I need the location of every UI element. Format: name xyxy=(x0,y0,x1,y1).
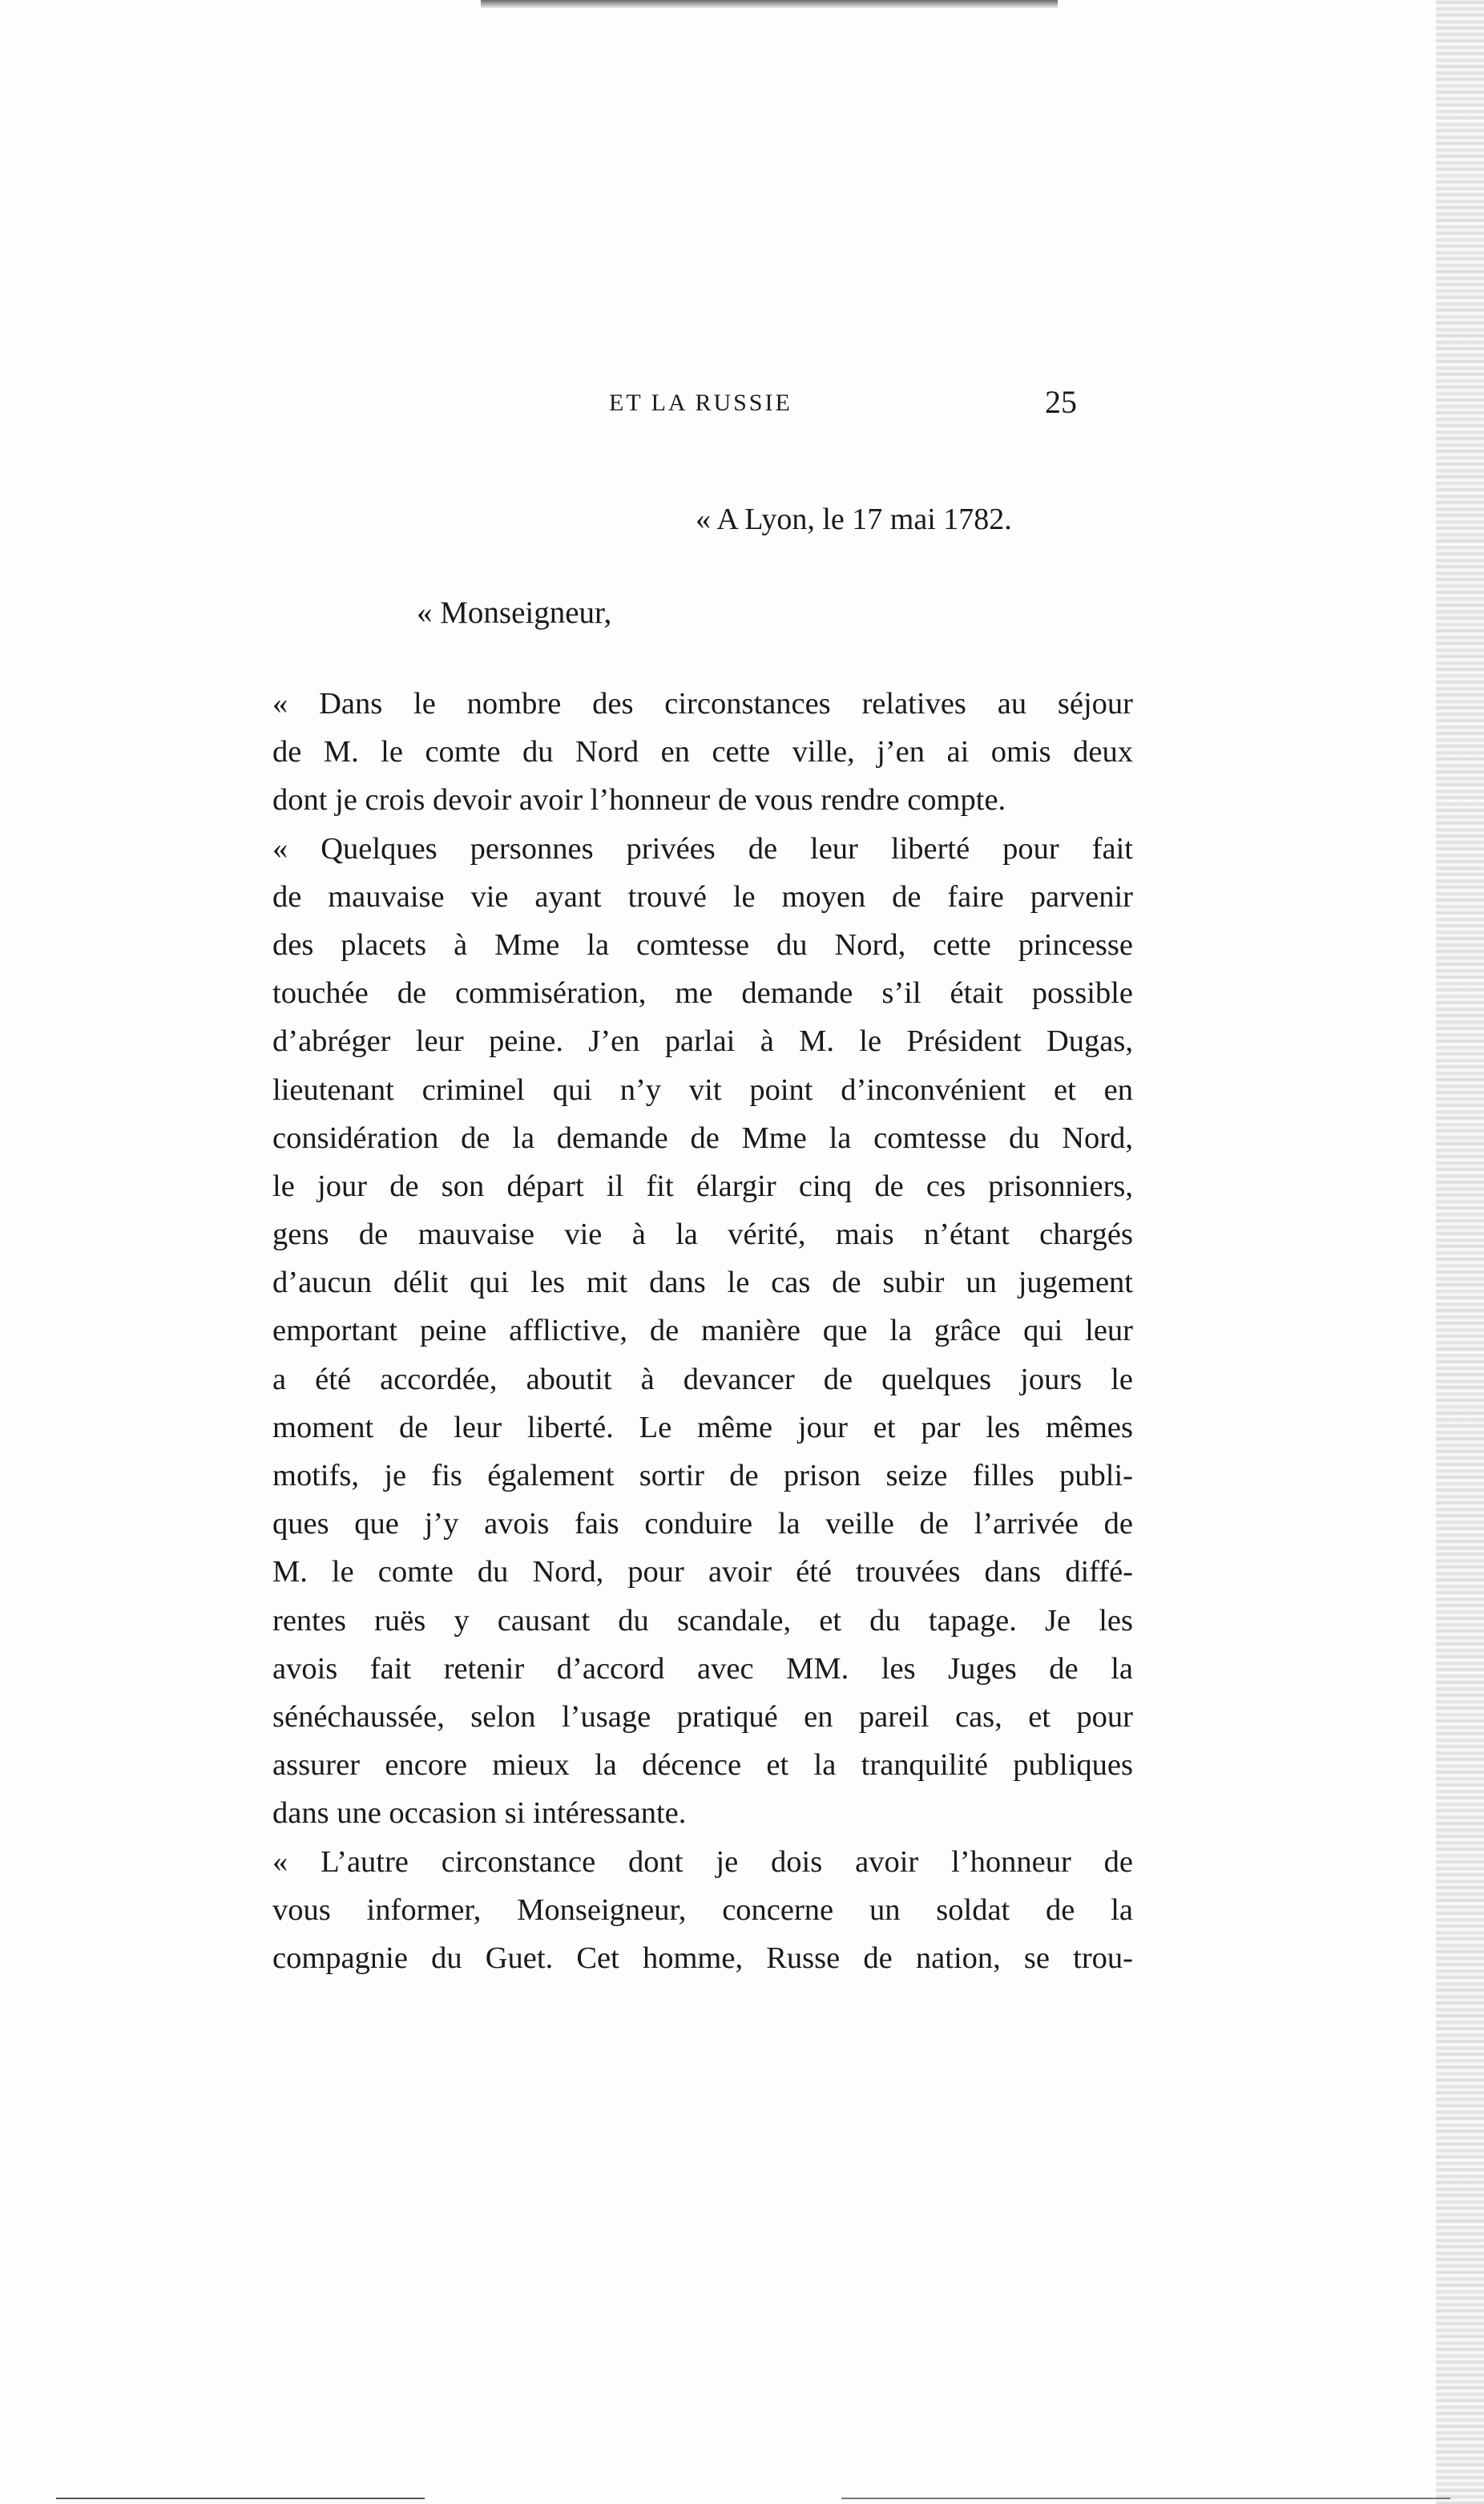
text-line: gens de mauvaise vie à la vérité, mais n’étant chargés xyxy=(272,1218,1133,1252)
text-line: sénéchaussée, selon l’usage pratiqué en pareil cas, et pour xyxy=(272,1699,1133,1734)
scan-bottom-rule xyxy=(56,2498,425,2499)
running-head xyxy=(272,383,1090,431)
scan-bottom-rule xyxy=(841,2498,1450,2499)
text-line: a été accordée, aboutit à devancer de quelques jours le xyxy=(272,1362,1133,1396)
text-line: de mauvaise vie ayant trouvé le moyen de faire parvenir xyxy=(272,879,1133,914)
text-line: des placets à Mme la comtesse du Nord, cette princesse xyxy=(272,927,1133,962)
text-line: assurer encore mieux la décence et la tranquilité publiques xyxy=(272,1748,1133,1783)
text-line: M. le comte du Nord, pour avoir été trouvées dans diffé- xyxy=(272,1555,1133,1589)
text-line: rentes ruës y causant du scandale, et du tapage. Je les xyxy=(272,1603,1133,1638)
text-line: avois fait retenir d’accord avec MM. les Juges de la xyxy=(272,1651,1133,1686)
scan-top-edge xyxy=(481,0,1058,8)
text-line: dans une occasion si intéressante. xyxy=(272,1796,687,1831)
text-line: « L’autre circonstance dont je dois avoir l’honneur de xyxy=(272,1844,1133,1879)
text-line: moment de leur liberté. Le même jour et par les mêmes xyxy=(272,1410,1133,1444)
text-line: compagnie du Guet. Cet homme, Russe de nation, se trou- xyxy=(272,1941,1133,1975)
running-title: ET LA RUSSIE xyxy=(609,390,792,416)
text-line: lieutenant criminel qui n’y vit point d’inconvénient et en xyxy=(272,1072,1133,1107)
text-line: de M. le comte du Nord en cette ville, j’en ai omis deux xyxy=(272,735,1133,769)
text-line: le jour de son départ il fit élargir cinq de ces prisonniers, xyxy=(272,1169,1133,1203)
text-line: « Quelques personnes privées de leur liberté pour fait xyxy=(272,831,1133,866)
letter-salutation: « Monseigneur, xyxy=(417,596,612,630)
text-line: ques que j’y avois fais conduire la veille de l’arrivée de xyxy=(272,1507,1133,1541)
text-line: motifs, je fis également sortir de prison seize filles publi- xyxy=(272,1459,1133,1492)
letter-dateline: « A Lyon, le 17 mai 1782. xyxy=(696,503,1012,536)
text-line: d’aucun délit qui les mit dans le cas de subir un jugement xyxy=(272,1266,1133,1300)
text-line: dont je crois devoir avoir l’honneur de vous rendre compte. xyxy=(272,783,1006,818)
text-line: emportant peine afflictive, de manière que la grâce qui leur xyxy=(272,1314,1133,1348)
text-line: considération de la demande de Mme la comtesse du Nord, xyxy=(272,1121,1133,1155)
text-line: d’abréger leur peine. J’en parlai à M. le Président Dugas, xyxy=(272,1024,1133,1059)
text-line: « Dans le nombre des circonstances relatives au séjour xyxy=(272,687,1133,721)
letter-body xyxy=(272,680,1133,1982)
text-line: touchée de commisération, me demande s’il était possible xyxy=(272,976,1133,1011)
page-number: 25 xyxy=(1045,384,1077,420)
scan-right-edge xyxy=(1436,0,1484,2504)
text-line: vous informer, Monseigneur, concerne un soldat de la xyxy=(272,1892,1133,1927)
